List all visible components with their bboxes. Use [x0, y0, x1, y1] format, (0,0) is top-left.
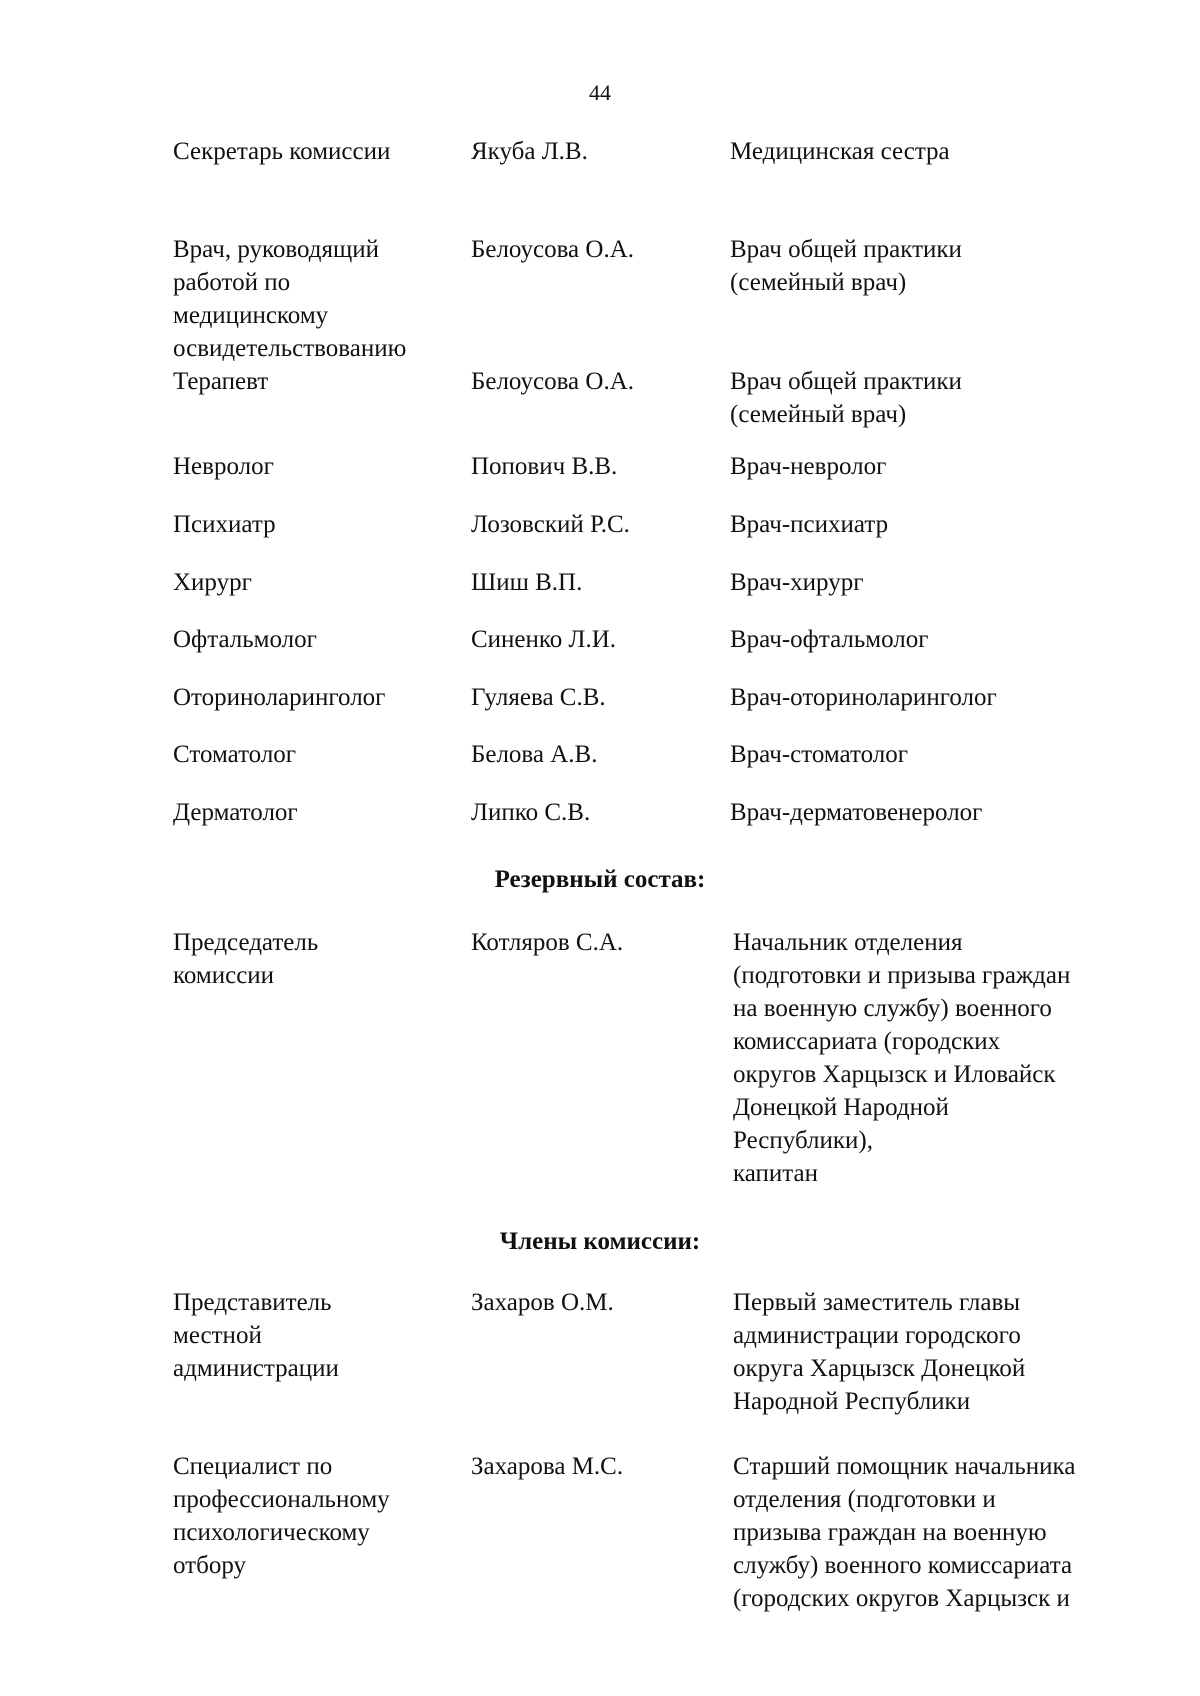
position-cell: Врач-психиатр	[730, 511, 889, 538]
position-cell: Старший помощник начальника отделения (подготовки и призыва граждан на военную службу) военного комиссариата (городских округов Харцызск и	[733, 1453, 1076, 1612]
position-cell: Врач-оториноларинголог	[730, 684, 997, 711]
role-cell: Врач, руководящий работой по медицинскому освидетельствованию	[173, 236, 407, 362]
name-cell: Шиш В.П.	[471, 569, 583, 596]
name-cell: Якуба Л.В.	[471, 138, 588, 165]
position-cell: Врач общей практики (семейный врач)	[730, 368, 962, 428]
name-cell: Гуляева С.В.	[471, 684, 606, 711]
role-cell: Секретарь комиссии	[173, 138, 391, 165]
name-cell: Синенко Л.И.	[471, 626, 617, 653]
role-cell: Терапевт	[173, 368, 269, 395]
section-heading-members: Члены комиссии:	[499, 1228, 701, 1255]
name-cell: Захаров О.М.	[471, 1289, 614, 1316]
position-cell: Врач-хирург	[730, 569, 864, 596]
position-cell: Врач-невролог	[730, 453, 887, 480]
role-cell: Невролог	[173, 453, 274, 480]
name-cell: Липко С.В.	[471, 799, 591, 826]
role-cell: Хирург	[173, 569, 252, 596]
role-cell: Дерматолог	[173, 799, 298, 826]
section-heading-reserve: Резервный состав:	[494, 866, 706, 893]
role-cell: Психиатр	[173, 511, 276, 538]
position-cell: Врач-офтальмолог	[730, 626, 929, 653]
role-cell: Стоматолог	[173, 741, 297, 768]
page-number: 44	[589, 80, 611, 105]
position-cell: Начальник отделения (подготовки и призыва граждан на военную службу) военного комиссариата (городских округов Харцызск и Иловайск Донецкой Народной Республики), капитан	[733, 929, 1071, 1187]
name-cell: Захарова М.С.	[471, 1453, 624, 1480]
name-cell: Попович В.В.	[471, 453, 618, 480]
role-cell: Офтальмолог	[173, 626, 317, 653]
name-cell: Белоусова О.А.	[471, 368, 635, 395]
role-cell: Специалист по профессиональному психологическому отбору	[173, 1453, 390, 1579]
position-cell: Врач-дерматовенеролог	[730, 799, 983, 826]
role-cell: Представитель местной администрации	[173, 1289, 339, 1382]
position-cell: Медицинская сестра	[730, 138, 950, 165]
name-cell: Лозовский Р.С.	[471, 511, 630, 538]
name-cell: Белоусова О.А.	[471, 236, 635, 263]
role-cell: Оториноларинголог	[173, 684, 386, 711]
position-cell: Врач общей практики (семейный врач)	[730, 236, 962, 296]
role-cell: Председатель комиссии	[173, 929, 319, 989]
name-cell: Котляров С.А.	[471, 929, 624, 956]
position-cell: Первый заместитель главы администрации городского округа Харцызск Донецкой Народной Республики	[733, 1289, 1026, 1415]
position-cell: Врач-стоматолог	[730, 741, 908, 768]
name-cell: Белова А.В.	[471, 741, 598, 768]
